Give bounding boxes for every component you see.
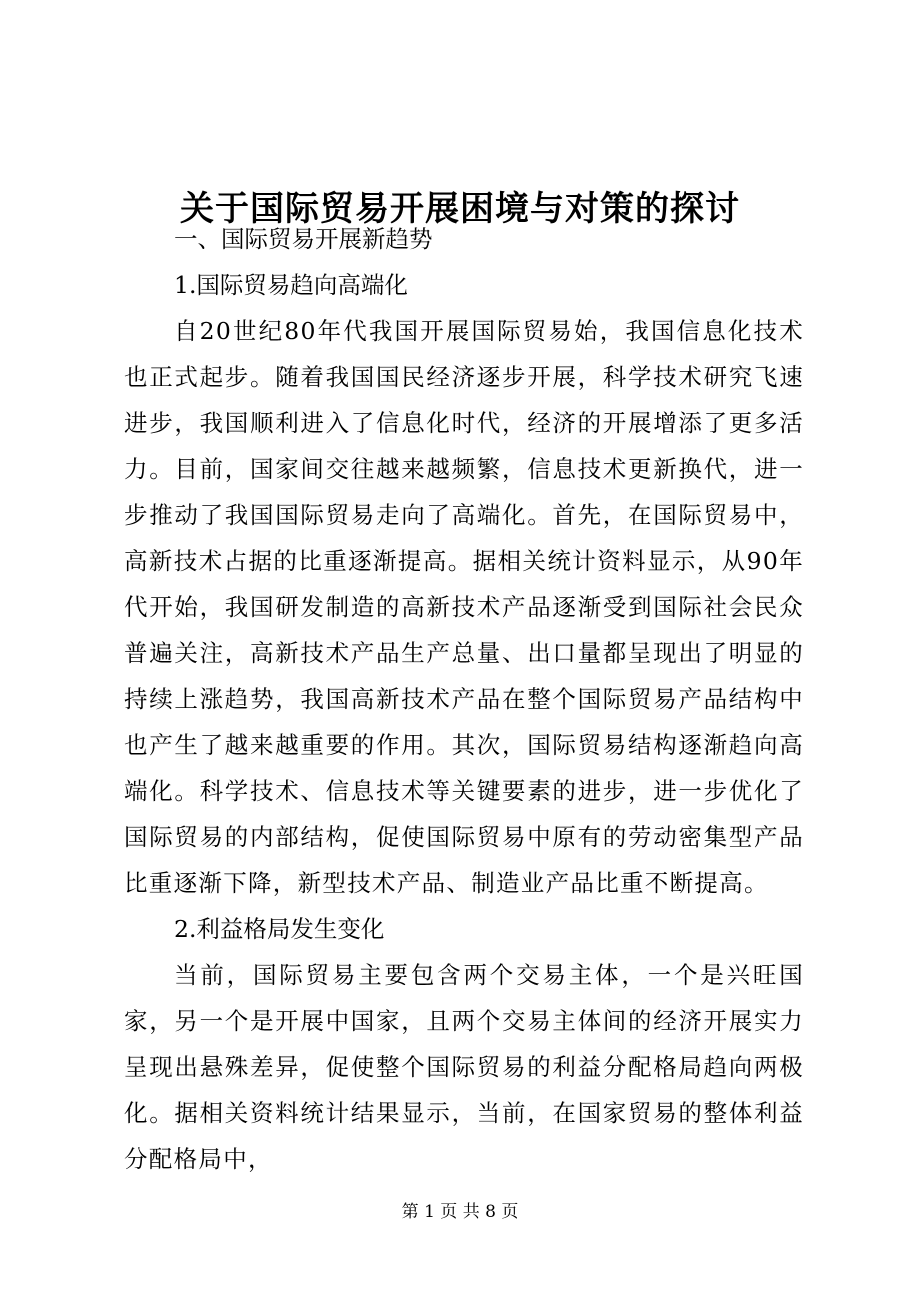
subsection-heading-2: 2.利益格局发生变化 — [174, 915, 385, 943]
paragraph-2: 当前，国际贸易主要包含两个交易主体，一个是兴旺国家，另一个是开展中国家，且两个交易主体间的经济开展实力呈现出悬殊差异，促使整个国际贸易的利益分配格局趋向两极化。据相关资料统计结果显示，当前，在国家贸易的整体利益分配格局中， — [124, 961, 804, 1173]
document-body — [124, 216, 804, 1182]
section-heading: 一、国际贸易开展新趋势 — [174, 225, 433, 253]
page-number-footer: 第 1 页 共 8 页 — [401, 1202, 519, 1222]
paragraph-1: 自20世纪80年代我国开展国际贸易始，我国信息化技术也正式起步。随着我国国民经济逐步开展，科学技术研究飞速进步，我国顺利进入了信息化时代，经济的开展增添了更多活力。目前，国家间交往越来越频繁，信息技术更新换代，进一步推动了我国国际贸易走向了高端化。首先，在国际贸易中，高新技术占据的比重逐渐提高。据相关统计资料显示，从90年代开始，我国研发制造的高新技术产品逐渐受到国际社会民众普遍关注，高新技术产品生产总量、出口量都呈现出了明显的持续上涨趋势，我国高新技术产品在整个国际贸易产品结构中也产生了越来越重要的作用。其次，国际贸易结构逐渐趋向高端化。科学技术、信息技术等关键要素的进步，进一步优化了国际贸易的内部结构，促使国际贸易中原有的劳动密集型产品比重逐渐下降，新型技术产品、制造业产品比重不断提高。 — [124, 317, 804, 897]
document-title: 关于国际贸易开展困境与对策的探讨 — [180, 188, 740, 229]
subsection-heading-1: 1.国际贸易趋向高端化 — [174, 271, 408, 299]
